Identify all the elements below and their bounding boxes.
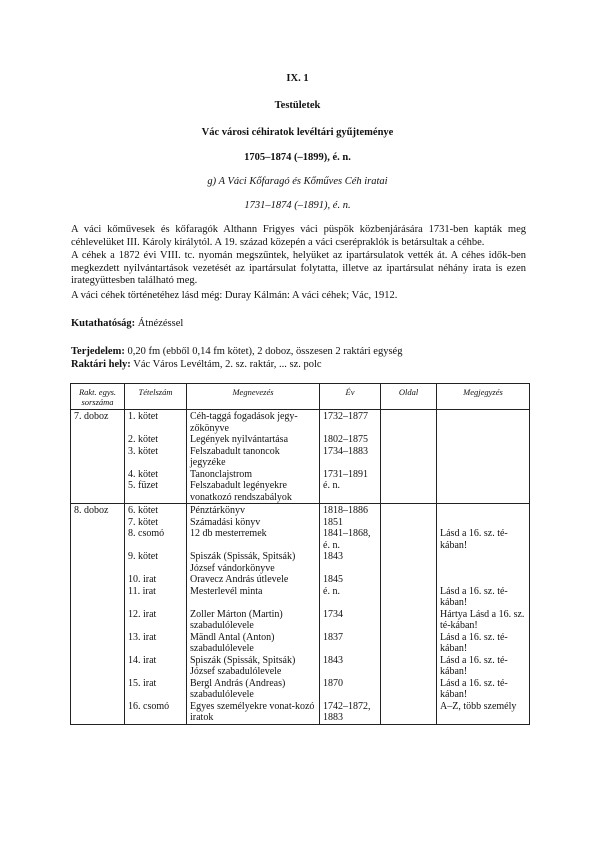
cell-name: Mesterlevél minta [187, 586, 320, 609]
fonds-dates: 1731–1874 (–1891), é. n. [244, 200, 351, 211]
cell-unit [71, 480, 125, 504]
table-row [71, 528, 530, 551]
cell-name: Céh-taggá fogadások jegy-zőkönyve [187, 410, 320, 435]
cell-item: 10. irat [125, 574, 187, 586]
table-row [71, 410, 530, 435]
cell-item: 13. irat [125, 632, 187, 655]
header-note: Megjegyzés [437, 384, 530, 410]
cell-note [437, 574, 530, 586]
cell-item: 3. kötet [125, 446, 187, 469]
cell-name: Legények nyilvántartása [187, 434, 320, 446]
cell-item: 2. kötet [125, 434, 187, 446]
cell-note [437, 410, 530, 435]
cell-note: Lásd a 16. sz. té-kában! [437, 655, 530, 678]
cell-page [381, 504, 437, 517]
header-unit: Rakt. egys. sorszáma [71, 384, 125, 410]
cell-year: 1734–1883 [320, 446, 381, 469]
cell-name: Számadási könyv [187, 517, 320, 529]
table-row [71, 586, 530, 609]
history-paragraph: A céhek a 1872 évi VIII. tc. nyomán megszűntek, helyüket az ipartársulatok vették át. A céhes idők-ben megkezdett nyilvántartások vezetését az ipartársulat folytatta, illetve az ipartársulat néhány irata is ezen irategyüttesben található meg. [71, 250, 526, 286]
cell-item: 7. kötet [125, 517, 187, 529]
cell-name: Pénztárkönyv [187, 504, 320, 517]
table-row [71, 632, 530, 655]
cell-page [381, 574, 437, 586]
cell-page [381, 528, 437, 551]
access-value: Átnézéssel [137, 318, 184, 329]
collection-dates: 1705–1874 (–1899), é. n. [244, 152, 351, 163]
cell-unit [71, 551, 125, 574]
cell-page [381, 517, 437, 529]
cell-unit [71, 655, 125, 678]
cell-page [381, 678, 437, 701]
cell-name: 12 db mesterremek [187, 528, 320, 551]
table-row [71, 517, 530, 529]
reference-paragraph: A váci céhek történetéhez lásd még: Duray Kálmán: A váci céhek; Vác, 1912. [71, 290, 398, 301]
cell-unit: 7. doboz [71, 410, 125, 435]
cell-page [381, 701, 437, 725]
cell-page [381, 469, 437, 481]
cell-unit [71, 586, 125, 609]
section-title: Testületek [274, 100, 321, 111]
fonds-subtitle: g) A Váci Kőfaragó és Kőműves Céh iratai [207, 176, 388, 187]
header-page: Oldal [381, 384, 437, 410]
location-label: Raktári hely: [71, 359, 131, 370]
cell-name: Felszabadult tanoncok jegyzéke [187, 446, 320, 469]
table-row [71, 469, 530, 481]
table-row [71, 574, 530, 586]
section-number: IX. 1 [286, 73, 309, 84]
location-value: Vác Város Levéltám, 2. sz. raktár, ... sz. polc [133, 359, 322, 370]
cell-year: é. n. [320, 586, 381, 609]
cell-unit [71, 469, 125, 481]
cell-name: Mändl Antal (Anton) szabadulólevele [187, 632, 320, 655]
cell-unit [71, 434, 125, 446]
cell-name: Spiszák (Spissák, Spitsák) József szabadulólevele [187, 655, 320, 678]
cell-note [437, 446, 530, 469]
cell-year: 1734 [320, 609, 381, 632]
table-row [71, 655, 530, 678]
cell-year: 1732–1877 [320, 410, 381, 435]
extent-value: 0,20 fm (ebből 0,14 fm kötet), 2 doboz, összesen 2 raktári egység [127, 346, 403, 357]
cell-page [381, 632, 437, 655]
access-label: Kutathatóság: [71, 318, 136, 329]
history-paragraph: A váci kőművesek és kőfaragók Althann Frigyes váci püspök közbenjárására 1731-ben kapták meg céhlevelüket III. Károly királytól. A 19. század közepén a váci cserépraklók is betársultak a céhbe. [71, 224, 526, 248]
cell-name: Oravecz András útlevele [187, 574, 320, 586]
cell-page [381, 551, 437, 574]
cell-name: Zoller Márton (Martin) szabadulólevele [187, 609, 320, 632]
cell-note: Lásd a 16. sz. té-kában! [437, 678, 530, 701]
cell-unit [71, 632, 125, 655]
cell-note [437, 517, 530, 529]
cell-year: 1851 [320, 517, 381, 529]
cell-note: Lásd a 16. sz. té-kában! [437, 586, 530, 609]
cell-name: Egyes személyekre vonat-kozó iratok [187, 701, 320, 725]
table-row [71, 678, 530, 701]
table-row [71, 434, 530, 446]
cell-item: 6. kötet [125, 504, 187, 517]
cell-year: 1818–1886 [320, 504, 381, 517]
access-line [71, 318, 531, 331]
cell-page [381, 446, 437, 469]
cell-year: 1837 [320, 632, 381, 655]
table-row [71, 446, 530, 469]
cell-unit [71, 446, 125, 469]
cell-item: 5. füzet [125, 480, 187, 504]
cell-year: 1841–1868, é. n. [320, 528, 381, 551]
cell-note [437, 469, 530, 481]
cell-name: Spiszák (Spissák, Spitsák) József vándorkönyve [187, 551, 320, 574]
cell-year: 1802–1875 [320, 434, 381, 446]
cell-note: A–Z, több személy [437, 701, 530, 725]
header-item: Tételszám [125, 384, 187, 410]
collection-title: Vác városi céhiratok levéltári gyűjteménye [201, 127, 394, 138]
cell-page [381, 434, 437, 446]
cell-unit [71, 701, 125, 725]
cell-note: Hártya Lásd a 16. sz. té-kában! [437, 609, 530, 632]
cell-year: 1731–1891 [320, 469, 381, 481]
cell-item: 4. kötet [125, 469, 187, 481]
cell-year: 1843 [320, 551, 381, 574]
cell-unit [71, 517, 125, 529]
cell-name: Bergl András (Andreas) szabadulólevele [187, 678, 320, 701]
cell-item: 16. csomó [125, 701, 187, 725]
cell-unit [71, 528, 125, 551]
cell-page [381, 655, 437, 678]
cell-item: 11. irat [125, 586, 187, 609]
extent-line [71, 346, 531, 359]
location-line [71, 359, 531, 372]
table-row [71, 551, 530, 574]
cell-note [437, 434, 530, 446]
cell-year: 1742–1872, 1883 [320, 701, 381, 725]
table-row [71, 701, 530, 725]
cell-year: 1845 [320, 574, 381, 586]
cell-unit [71, 609, 125, 632]
cell-note [437, 504, 530, 517]
cell-item: 12. irat [125, 609, 187, 632]
cell-item: 8. csomó [125, 528, 187, 551]
table-row [71, 504, 530, 517]
cell-item: 15. irat [125, 678, 187, 701]
cell-name: Felszabadult legényekre vonatkozó rendszabályok [187, 480, 320, 504]
table-row [71, 609, 530, 632]
cell-item: 1. kötet [125, 410, 187, 435]
table-body [71, 410, 530, 725]
cell-unit [71, 574, 125, 586]
cell-unit: 8. doboz [71, 504, 125, 517]
cell-note: Lásd a 16. sz. té-kában! [437, 528, 530, 551]
cell-unit [71, 678, 125, 701]
cell-year: é. n. [320, 480, 381, 504]
cell-year: 1843 [320, 655, 381, 678]
cell-note: Lásd a 16. sz. té-kában! [437, 632, 530, 655]
cell-item: 14. irat [125, 655, 187, 678]
table-header-row [71, 384, 530, 410]
header-name: Megnevezés [187, 384, 320, 410]
cell-page [381, 410, 437, 435]
cell-page [381, 480, 437, 504]
cell-page [381, 586, 437, 609]
cell-note [437, 480, 530, 504]
cell-year: 1870 [320, 678, 381, 701]
inventory-table [70, 383, 530, 725]
cell-page [381, 609, 437, 632]
header-year: Év [320, 384, 381, 410]
extent-label: Terjedelem: [71, 346, 125, 357]
cell-name: Tanonclajstrom [187, 469, 320, 481]
cell-item: 9. kötet [125, 551, 187, 574]
table-row [71, 480, 530, 504]
cell-note [437, 551, 530, 574]
